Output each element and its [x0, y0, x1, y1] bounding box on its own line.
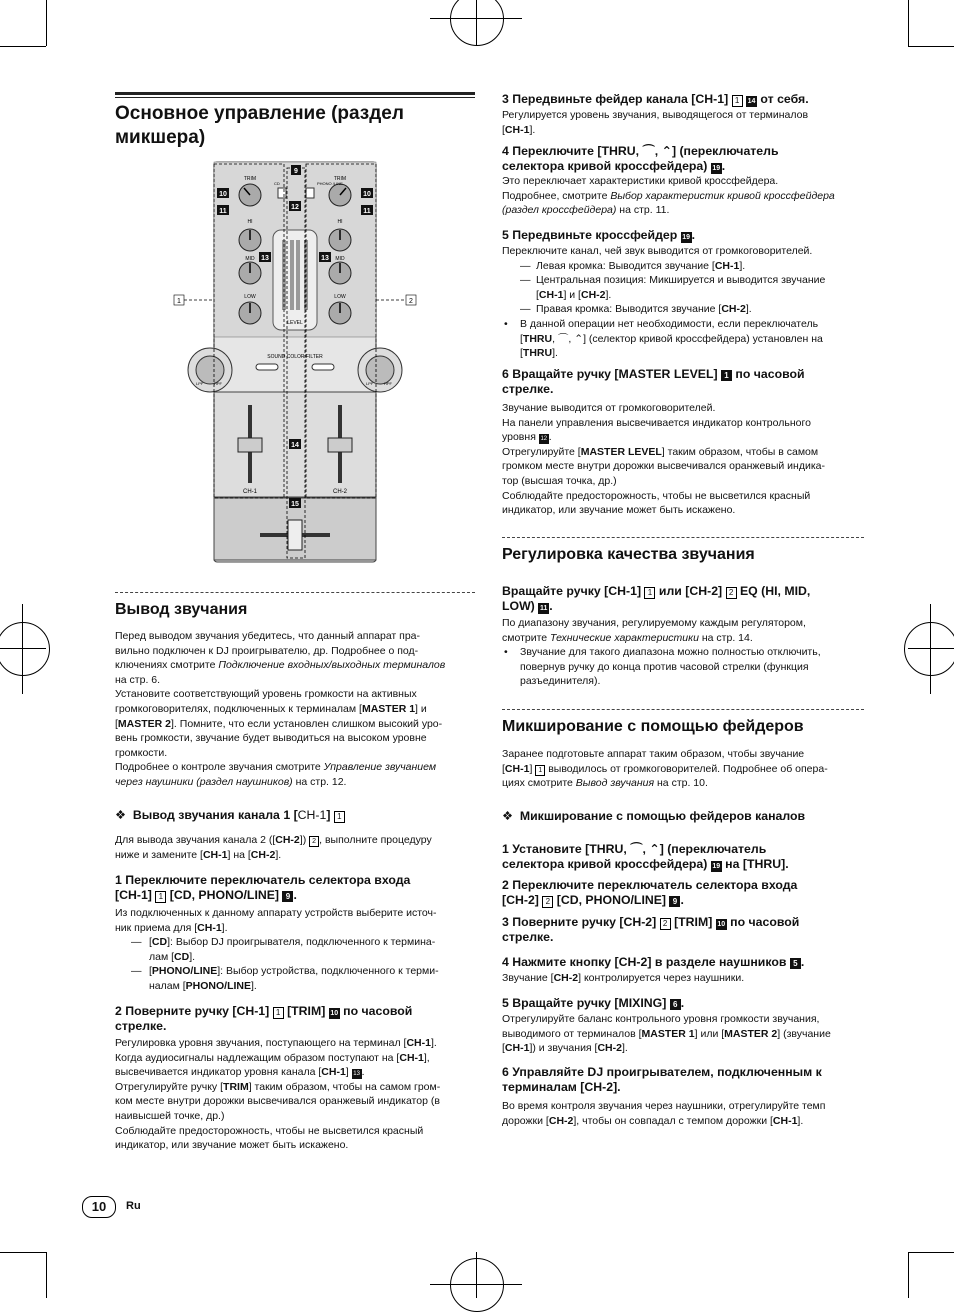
step1-text: Из подключенных к данному аппарату устройств выберите источ- ник приема для [CH-1]. — [CD]: Выбор DJ проигрывателя, подключенного к термина- лам [CD]. — [PHONO/LINE]: Выбор устройства, подключенного к терми- налам [PHONO/LINE].	[115, 907, 439, 992]
section-output-title: Вывод звучания	[115, 601, 248, 618]
diamond-icon: ❖	[115, 808, 127, 822]
step4-title: 4 Переключите [THRU, ⌒, ⌃] (переключатель селектора кривой кроссфейдера) 19 .	[502, 144, 779, 173]
registration-mark	[0, 622, 50, 676]
quality-text: По диапазону звучания, регулируемому каждым регулятором, смотрите Технические характеристики на стр. 14. • Звучание для такого диапазона можно полностью отключить, повернув ручку до конца против часовой стрелки (функция разъединителя).	[502, 617, 821, 688]
step6-title: 6 Вращайте ручку [MASTER LEVEL] 1 по часовой стрелке.	[502, 367, 805, 396]
step2-text: Регулировка уровня звучания, поступающего на терминал [CH-1]. Когда аудиосигналы надлежащим образом поступают на [CH-1], высвечивается индикатор уровня канала [CH-1] 13 . Отрегулируйте ручку [TRIM] таким образом, чтобы на самом гром- ком месте внутри дорожки высвечивался оранжевый индикатор (в наивысшей точке, др.) Соблюдайте предосторожность, чтобы не высветился красный индикатор, или звучание может быть искажено.	[115, 1037, 441, 1152]
label-sound-color-filter: SOUND COLOR FILTER	[267, 354, 323, 360]
language-label: Ru	[126, 1200, 141, 1212]
ch1-intro: Для вывода звучания канала 2 ([CH-2]) 2 , выполните процедуру ниже и замените [CH-1] на [CH-2].	[115, 834, 432, 861]
step6-text: Звучание выводится от громкоговорителей. На панели управления высвечивается индикатор контрольного уровня 12 . Отрегулируйте [MASTER LEVEL] таким образом, чтобы в самом громком месте внутри дорожки высвечивался оранжевый индика- тор (высшая точка, др.) Соблюдайте предосторожность, чтобы не высветился красный индикатор, или звучание может быть искажено.	[502, 402, 826, 517]
crop-mark	[46, 1252, 47, 1298]
output-text: Перед выводом звучания убедитесь, что данный аппарат пра- вильно подключен к DJ проигрывателю, др. Подробнее о под- ключениях смотрите Подключение входных/выходных терминалов на стр. 6. Установите соответствующий уровень громкости на активных громкоговорителях, подключенных к терминалам [MASTER 1] и [MASTER 2]. Помните, что если установлен слишком высокий уро- вень громкости, звучание будет выводиться на высоком уровне громкости. Подробнее о контроле звучания смотрите Управление звучанием через наушники (раздел наушников) на стр. 12.	[115, 630, 446, 788]
label-hi-right: HI	[337, 219, 343, 225]
label-ch2: CH-2	[332, 489, 348, 495]
step2-title: 2 Поверните ручку [CH-1] 1 [TRIM] 10 по часовой стрелке.	[115, 1004, 413, 1033]
label-lpf-right: LPF	[366, 381, 374, 386]
label-lpf-left: LPF	[196, 381, 204, 386]
mix-step2-title: 2 Переключите переключатель селектора входа [CH-2] 2 [CD, PHONO/LINE] 9 .	[502, 878, 798, 907]
mix-step6-text: Во время контроля звучания через наушники, отрегулируйте темп дорожки [CH-2], чтобы он совпадал с темпом дорожки [CH-1].	[502, 1100, 826, 1127]
svg-text:14: 14	[291, 442, 299, 449]
label-low-left: LOW	[244, 294, 256, 300]
svg-text:13: 13	[321, 255, 329, 262]
label-low-right: LOW	[334, 294, 346, 300]
step3-title: 3 Передвиньте фейдер канала [CH-1] 1 14 от себя.	[502, 92, 809, 106]
crop-mark	[0, 1252, 46, 1253]
crop-mark	[908, 1252, 909, 1298]
page-title: Основное управление (раздел микшера)	[115, 103, 404, 148]
mix-intro: Заранее подготовьте аппарат таким образом, чтобы звучание [CH-1] 1 выводилось от громкоговорителей. Подробнее об опера- циях смотрите Вывод звучания на стр. 10.	[502, 748, 828, 790]
svg-text:1: 1	[177, 298, 181, 305]
label-phono: PHONO /LINE	[317, 181, 343, 186]
diamond-icon: ❖	[502, 809, 514, 823]
quality-step-title: Вращайте ручку [CH-1] 1 или [CH-2] 2 EQ (HI, MID, LOW) 11 .	[502, 584, 811, 613]
crop-mark	[908, 46, 954, 47]
label-hpf-right: HPF	[384, 381, 392, 386]
crop-mark	[0, 46, 46, 47]
mix-step6-title: 6 Управляйте DJ проигрывателем, подключенным к терминалам [CH-2].	[502, 1065, 822, 1094]
mix-step5-title: 5 Вращайте ручку [MIXING] 6 .	[502, 996, 685, 1010]
mixer-diagram	[170, 160, 420, 565]
page-number: 10	[82, 1196, 116, 1218]
registration-mark	[450, 0, 504, 46]
section-quality-title: Регулировка качества звучания	[502, 546, 755, 563]
step1-title: 1 Переключите переключатель селектора входа [CH-1] 1 [CD, PHONO/LINE] 9 .	[115, 873, 411, 902]
svg-text:12: 12	[291, 204, 299, 211]
crop-mark	[908, 1252, 954, 1253]
ch1-output-title: ❖ Вывод звучания канала 1 [CH-1] 1	[115, 808, 345, 823]
svg-text:9: 9	[294, 168, 298, 175]
mix-sub-title: ❖ Микширование с помощью фейдеров каналов	[502, 809, 806, 823]
registration-mark	[450, 1258, 504, 1312]
label-hi-left: HI	[247, 219, 253, 225]
step5-text: Переключите канал, чей звук выводится от громкоговорителей. — Левая кромка: Выводится звучание [CH-1]. — Центральная позиция: Микшируется и выводится звучание [CH-1] и [CH-2]. — Правая кромка: Выводится звучание [CH-2]. • В данной операции нет необходимости, если переключатель [THRU, ⌒, ⌃] (селектор кривой кроссфейдера) установлен на [THRU].	[502, 245, 826, 360]
label-ch1: CH-1	[242, 489, 258, 495]
mix-step1-title: 1 Установите [THRU, ⌒, ⌃] (переключатель селектора кривой кроссфейдера) 19 на [THRU].	[502, 842, 789, 871]
svg-text:13: 13	[261, 255, 269, 262]
mix-step4-text: Звучание [CH-2] контролируется через наушники.	[502, 972, 745, 984]
svg-text:11: 11	[363, 208, 371, 215]
label-hpf-left: HPF	[214, 381, 222, 386]
crop-mark	[908, 0, 909, 46]
crop-mark	[46, 0, 47, 46]
registration-mark	[904, 622, 954, 676]
label-mid-right: MID	[335, 256, 345, 262]
step5-title: 5 Передвиньте кроссфейдер 19 .	[502, 228, 696, 242]
mix-step4-title: 4 Нажмите кнопку [CH-2] в разделе наушников 5 .	[502, 955, 805, 969]
step3-text: Регулируется уровень звучания, выводящегося от терминалов [CH-1].	[502, 109, 809, 136]
svg-text:15: 15	[291, 501, 299, 508]
svg-text:11: 11	[219, 208, 227, 215]
label-trim-right: TRIM	[333, 176, 347, 182]
label-level: LEVEL	[287, 320, 303, 326]
svg-text:10: 10	[363, 191, 371, 198]
label-cd: CD	[274, 181, 280, 186]
label-mid-left: MID	[245, 256, 255, 262]
svg-text:2: 2	[409, 298, 413, 305]
step4-text: Это переключает характеристики кривой кроссфейдера. Подробнее, смотрите Выбор характеристик кривой кроссфейдера (раздел кроссфейдера) на стр. 11.	[502, 175, 835, 217]
mix-step3-title: 3 Поверните ручку [CH-2] 2 [TRIM] 10 по часовой стрелке.	[502, 915, 800, 944]
svg-text:10: 10	[219, 191, 227, 198]
mix-step5-text: Отрегулируйте баланс контрольного уровня громкости звучания, выводимого от терминалов [MASTER 1] или [MASTER 2] (звучание [CH-1]) и звучания [CH-2].	[502, 1013, 831, 1055]
label-trim-left: TRIM	[243, 176, 257, 182]
section-mix-title: Микширование с помощью фейдеров	[502, 718, 804, 735]
